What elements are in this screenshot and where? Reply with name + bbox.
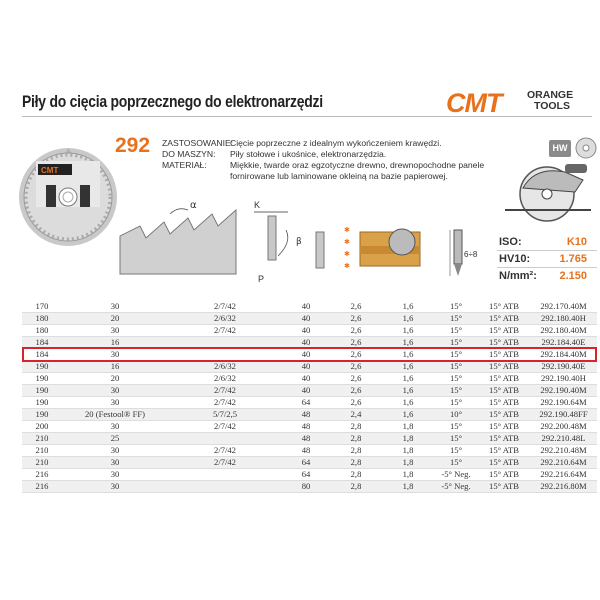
cell-pinholes bbox=[168, 433, 282, 445]
cell-grind: 15° ATB bbox=[478, 313, 530, 325]
cell-kerf: 2,8 bbox=[330, 421, 382, 433]
value-machines: Piły stołowe i ukośnice, elektronarzędzia. bbox=[230, 149, 387, 159]
table-row bbox=[22, 409, 597, 421]
hw-badge: HW bbox=[549, 140, 571, 157]
cell-pinholes: 2/7/42 bbox=[168, 421, 282, 433]
cell-code: 292.180.40H bbox=[530, 313, 597, 325]
cell-teeth: 40 bbox=[282, 337, 330, 349]
cell-code: 292.216.80M bbox=[530, 481, 597, 493]
cell-kerf: 2,8 bbox=[330, 433, 382, 445]
spec-hv-label: HV10: bbox=[499, 253, 531, 265]
cell-bore: 20 (Festool® FF) bbox=[62, 409, 168, 421]
cell-code: 292.184.40E bbox=[530, 337, 597, 349]
cell-hook: 15° bbox=[434, 385, 478, 397]
title-divider bbox=[22, 116, 592, 117]
cell-teeth: 40 bbox=[282, 385, 330, 397]
brand-logo-cmt: CMT bbox=[446, 88, 502, 118]
cell-plate: 1,6 bbox=[382, 337, 434, 349]
cell-plate: 1,8 bbox=[382, 481, 434, 493]
table-row bbox=[22, 385, 597, 397]
cell-code: 292.184.40M bbox=[530, 349, 597, 361]
cell-kerf: 2,4 bbox=[330, 409, 382, 421]
cell-teeth: 48 bbox=[282, 433, 330, 445]
cell-teeth: 40 bbox=[282, 373, 330, 385]
cell-plate: 1,6 bbox=[382, 373, 434, 385]
cell-plate: 1,6 bbox=[382, 361, 434, 373]
table-row bbox=[22, 457, 597, 469]
cell-plate: 1,6 bbox=[382, 397, 434, 409]
cell-grind: 15° ATB bbox=[478, 373, 530, 385]
cell-hook: 15° bbox=[434, 325, 478, 337]
cell-code: 292.190.40H bbox=[530, 373, 597, 385]
table-row bbox=[22, 433, 597, 445]
saw-blade-image bbox=[18, 122, 118, 272]
cell-code: 292.190.48FF bbox=[530, 409, 597, 421]
cell-kerf: 2,6 bbox=[330, 397, 382, 409]
cell-hook: 15° bbox=[434, 421, 478, 433]
cell-teeth: 64 bbox=[282, 457, 330, 469]
cell-hook: -5° Neg. bbox=[434, 481, 478, 493]
k-label: K bbox=[254, 200, 261, 210]
cell-diameter: 216 bbox=[22, 469, 62, 481]
cell-pinholes: 2/6/32 bbox=[168, 373, 282, 385]
cell-pinholes: 2/7/42 bbox=[168, 325, 282, 337]
spec-hv-value: 1.765 bbox=[559, 253, 587, 265]
cell-diameter: 210 bbox=[22, 433, 62, 445]
cell-kerf: 2,8 bbox=[330, 457, 382, 469]
cell-code: 292.180.40M bbox=[530, 325, 597, 337]
cell-grind: 15° ATB bbox=[478, 469, 530, 481]
kerf-dimension-label: 6÷8 bbox=[464, 250, 478, 259]
cell-plate: 1,6 bbox=[382, 301, 434, 313]
tooth-geometry-diagram bbox=[118, 196, 340, 290]
cell-code: 292.210.48L bbox=[530, 433, 597, 445]
cell-kerf: 2,6 bbox=[330, 301, 382, 313]
svg-text:✱: ✱ bbox=[344, 227, 350, 234]
table-row bbox=[22, 325, 597, 337]
cell-grind: 15° ATB bbox=[478, 409, 530, 421]
cell-diameter: 184 bbox=[22, 349, 62, 361]
cell-code: 292.170.40M bbox=[530, 301, 597, 313]
table-row bbox=[22, 301, 597, 313]
cell-bore: 30 bbox=[62, 301, 168, 313]
cell-code: 292.190.40M bbox=[530, 385, 597, 397]
cell-plate: 1,6 bbox=[382, 409, 434, 421]
cell-code: 292.210.48M bbox=[530, 445, 597, 457]
cell-grind: 15° ATB bbox=[478, 457, 530, 469]
cell-grind: 15° ATB bbox=[478, 349, 530, 361]
cell-bore: 25 bbox=[62, 433, 168, 445]
product-table bbox=[22, 301, 597, 493]
beta-label: β bbox=[296, 237, 302, 247]
cell-teeth: 64 bbox=[282, 469, 330, 481]
value-application: Cięcie poprzeczne z idealnym wykończeniem krawędzi. bbox=[230, 138, 442, 148]
cell-bore: 20 bbox=[62, 313, 168, 325]
cell-teeth: 40 bbox=[282, 349, 330, 361]
cell-bore: 16 bbox=[62, 361, 168, 373]
cell-hook: 15° bbox=[434, 361, 478, 373]
cell-pinholes bbox=[168, 469, 282, 481]
cell-plate: 1,6 bbox=[382, 349, 434, 361]
brand-logo-orange: ORANGE bbox=[527, 89, 574, 101]
cell-bore: 30 bbox=[62, 445, 168, 457]
cell-hook: 15° bbox=[434, 397, 478, 409]
cell-bore: 20 bbox=[62, 373, 168, 385]
cell-teeth: 40 bbox=[282, 301, 330, 313]
cell-bore: 30 bbox=[62, 457, 168, 469]
cell-pinholes: 2/7/42 bbox=[168, 457, 282, 469]
cell-grind: 15° ATB bbox=[478, 445, 530, 457]
table-row bbox=[22, 481, 597, 493]
svg-text:✱: ✱ bbox=[344, 263, 350, 270]
cell-pinholes: 2/7/42 bbox=[168, 301, 282, 313]
page-title: Piły do cięcia poprzecznego do elektronarzędzi bbox=[22, 92, 323, 111]
cell-kerf: 2,8 bbox=[330, 445, 382, 457]
cell-teeth: 64 bbox=[282, 397, 330, 409]
cell-kerf: 2,6 bbox=[330, 337, 382, 349]
svg-text:✱: ✱ bbox=[344, 251, 350, 258]
cell-hook: 15° bbox=[434, 445, 478, 457]
cell-pinholes: 2/6/32 bbox=[168, 361, 282, 373]
cell-plate: 1,6 bbox=[382, 313, 434, 325]
label-material: MATERIAŁ: bbox=[162, 160, 207, 170]
cell-plate: 1,8 bbox=[382, 445, 434, 457]
cell-hook: 10° bbox=[434, 409, 478, 421]
label-application: ZASTOSOWANIE: bbox=[162, 138, 234, 148]
table-row bbox=[22, 421, 597, 433]
cell-plate: 1,8 bbox=[382, 433, 434, 445]
cell-teeth: 48 bbox=[282, 409, 330, 421]
highlighted-row-frame bbox=[22, 347, 597, 362]
cell-kerf: 2,6 bbox=[330, 385, 382, 397]
cell-grind: 15° ATB bbox=[478, 325, 530, 337]
cell-hook: 15° bbox=[434, 313, 478, 325]
table-row bbox=[22, 397, 597, 409]
cell-diameter: 200 bbox=[22, 421, 62, 433]
cell-diameter: 180 bbox=[22, 325, 62, 337]
cell-diameter: 210 bbox=[22, 457, 62, 469]
cell-kerf: 2,6 bbox=[330, 325, 382, 337]
cell-code: 292.190.40E bbox=[530, 361, 597, 373]
cell-diameter: 190 bbox=[22, 409, 62, 421]
cell-diameter: 170 bbox=[22, 301, 62, 313]
cell-diameter: 184 bbox=[22, 337, 62, 349]
cell-plate: 1,6 bbox=[382, 325, 434, 337]
cell-teeth: 40 bbox=[282, 361, 330, 373]
table-row bbox=[22, 313, 597, 325]
cell-bore: 30 bbox=[62, 469, 168, 481]
cell-grind: 15° ATB bbox=[478, 385, 530, 397]
cell-kerf: 2,6 bbox=[330, 313, 382, 325]
cell-code: 292.210.64M bbox=[530, 457, 597, 469]
cell-grind: 15° ATB bbox=[478, 433, 530, 445]
label-machines: DO MASZYN: bbox=[162, 149, 216, 159]
cell-grind: 15° ATB bbox=[478, 421, 530, 433]
value-material-line1: Miękkie, twarde oraz egzotyczne drewno, drewnopochodne panele bbox=[230, 160, 485, 170]
cell-grind: 15° ATB bbox=[478, 301, 530, 313]
material-image bbox=[342, 222, 442, 278]
cell-diameter: 190 bbox=[22, 397, 62, 409]
cell-pinholes: 2/6/32 bbox=[168, 313, 282, 325]
cell-grind: 15° ATB bbox=[478, 361, 530, 373]
cell-code: 292.200.48M bbox=[530, 421, 597, 433]
cell-teeth: 48 bbox=[282, 445, 330, 457]
spec-iso-label: ISO: bbox=[499, 236, 522, 248]
cell-hook: -5° Neg. bbox=[434, 469, 478, 481]
cell-hook: 15° bbox=[434, 337, 478, 349]
spec-iso-value: K10 bbox=[566, 236, 587, 248]
circular-saw-icon bbox=[495, 158, 595, 228]
brand-logo-tools: TOOLS bbox=[534, 100, 570, 112]
cell-bore: 30 bbox=[62, 385, 168, 397]
cell-plate: 1,8 bbox=[382, 421, 434, 433]
spec-n-value: 2.150 bbox=[559, 270, 587, 282]
spec-n-label: N/mm²: bbox=[499, 270, 537, 282]
cell-pinholes: 2/7/42 bbox=[168, 385, 282, 397]
cell-pinholes: 2/7/42 bbox=[168, 397, 282, 409]
cell-grind: 15° ATB bbox=[478, 481, 530, 493]
cell-bore: 30 bbox=[62, 325, 168, 337]
table-row bbox=[22, 469, 597, 481]
cell-code: 292.190.64M bbox=[530, 397, 597, 409]
cell-pinholes: 5/7/2,5 bbox=[168, 409, 282, 421]
cell-teeth: 80 bbox=[282, 481, 330, 493]
cell-plate: 1,8 bbox=[382, 457, 434, 469]
cell-diameter: 210 bbox=[22, 445, 62, 457]
cell-grind: 15° ATB bbox=[478, 397, 530, 409]
cell-diameter: 216 bbox=[22, 481, 62, 493]
cell-diameter: 190 bbox=[22, 373, 62, 385]
cell-pinholes: 2/7/42 bbox=[168, 445, 282, 457]
cell-diameter: 180 bbox=[22, 313, 62, 325]
table-row bbox=[22, 361, 597, 373]
cell-kerf: 2,6 bbox=[330, 349, 382, 361]
cell-bore: 16 bbox=[62, 337, 168, 349]
svg-text:CMT: CMT bbox=[41, 166, 59, 175]
cell-teeth: 40 bbox=[282, 313, 330, 325]
cell-teeth: 48 bbox=[282, 421, 330, 433]
cell-diameter: 190 bbox=[22, 361, 62, 373]
cell-kerf: 2,6 bbox=[330, 373, 382, 385]
cell-bore: 30 bbox=[62, 397, 168, 409]
cell-diameter: 190 bbox=[22, 385, 62, 397]
cell-plate: 1,8 bbox=[382, 469, 434, 481]
table-row bbox=[22, 373, 597, 385]
cell-kerf: 2,6 bbox=[330, 361, 382, 373]
cell-hook: 15° bbox=[434, 457, 478, 469]
cell-pinholes bbox=[168, 481, 282, 493]
cell-hook: 15° bbox=[434, 373, 478, 385]
cell-hook: 15° bbox=[434, 301, 478, 313]
cell-bore: 30 bbox=[62, 349, 168, 361]
cell-bore: 30 bbox=[62, 481, 168, 493]
spec-divider bbox=[497, 250, 597, 251]
cell-grind: 15° ATB bbox=[478, 337, 530, 349]
cell-teeth: 40 bbox=[282, 325, 330, 337]
spec-divider bbox=[497, 267, 597, 268]
cell-code: 292.216.64M bbox=[530, 469, 597, 481]
value-material-line2: fornirowane lub laminowane okleiną na bazie papierowej. bbox=[230, 171, 448, 181]
cell-kerf: 2,8 bbox=[330, 481, 382, 493]
cell-hook: 15° bbox=[434, 349, 478, 361]
cell-bore: 30 bbox=[62, 421, 168, 433]
alpha-label: α bbox=[190, 200, 197, 211]
p-label: P bbox=[258, 274, 265, 284]
cell-kerf: 2,8 bbox=[330, 469, 382, 481]
table-row bbox=[22, 445, 597, 457]
product-code: 292 bbox=[115, 134, 151, 157]
cell-hook: 15° bbox=[434, 433, 478, 445]
cell-plate: 1,6 bbox=[382, 385, 434, 397]
svg-text:✱: ✱ bbox=[344, 239, 350, 246]
